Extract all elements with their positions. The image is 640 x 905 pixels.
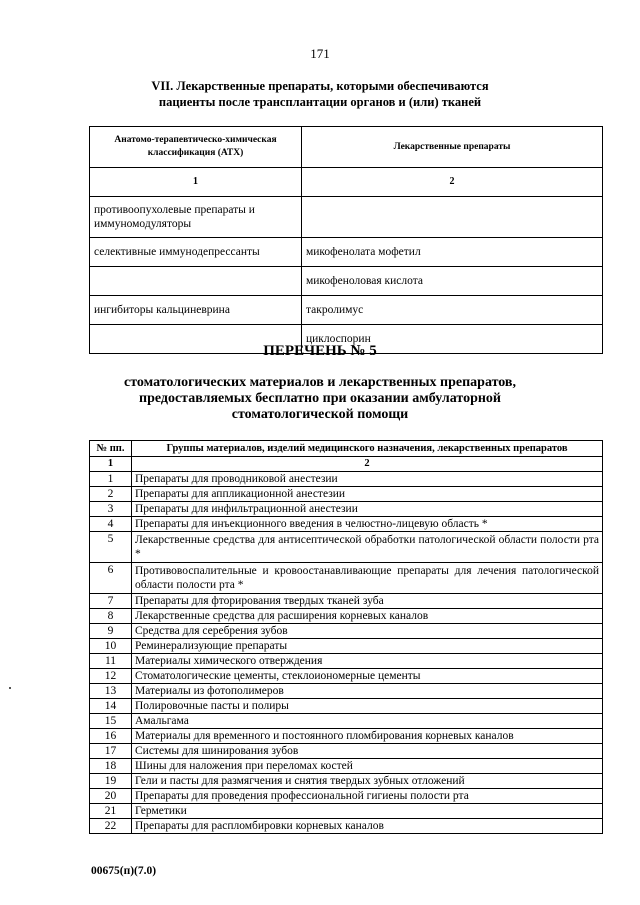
list-subtitle-line-3: стоматологической помощи (231, 407, 409, 422)
row-number: 1 (90, 472, 132, 487)
table-row (90, 639, 603, 654)
row-text: Препараты для инъекционного введения в челюстно-лицевую область * (132, 517, 603, 532)
row-number: 8 (90, 609, 132, 624)
row-text: Препараты для фторирования твердых тканей зуба (132, 594, 603, 609)
table-row (90, 699, 603, 714)
table-row (90, 517, 603, 532)
row-text: Амальгама (132, 714, 603, 729)
row-text: Стоматологические цементы, стеклоиономерные цементы (132, 669, 603, 684)
row-text: Реминерализующие препараты (132, 639, 603, 654)
row-number: 18 (90, 759, 132, 774)
row-number: 16 (90, 729, 132, 744)
table-row (90, 804, 603, 819)
row-number: 2 (90, 487, 132, 502)
table-row (90, 563, 603, 594)
col-number-2: 2 (302, 168, 603, 197)
table-row (90, 819, 603, 834)
page-number: 171 (310, 46, 330, 61)
table-row (90, 789, 603, 804)
row-number: 19 (90, 774, 132, 789)
section-title (60, 78, 580, 110)
row-number: 5 (90, 532, 132, 563)
row-text: Препараты для распломбировки корневых каналов (132, 819, 603, 834)
row-number: 20 (90, 789, 132, 804)
row-number: 22 (90, 819, 132, 834)
col-number-1: 1 (90, 168, 302, 197)
row-text: Препараты для аппликационной анестезии (132, 487, 603, 502)
drug-cell: микофеноловая кислота (302, 267, 603, 296)
drug-cell: такролимус (302, 296, 603, 325)
row-number: 6 (90, 563, 132, 594)
table-row (90, 197, 603, 238)
row-text: Лекарственные средства для расширения корневых каналов (132, 609, 603, 624)
table-row (90, 487, 603, 502)
list-subtitle (80, 375, 560, 423)
row-text: Противовоспалительные и кровоостанавливающие препараты для лечения патологической области полости рта * (132, 563, 603, 594)
row-number: 21 (90, 804, 132, 819)
row-number: 17 (90, 744, 132, 759)
col-number-2: 2 (132, 457, 603, 472)
row-text: Средства для серебрения зубов (132, 624, 603, 639)
row-text: Лекарственные средства для антисептической обработки патологической области полости рта * (132, 532, 603, 563)
row-text: Препараты для проведения профессиональной гигиены полости рта (132, 789, 603, 804)
footer-code: 00675(п)(7.0) (91, 865, 157, 877)
header-number: № пп. (90, 441, 132, 457)
table-row (90, 654, 603, 669)
drug-cell: микофенолата мофетил (302, 238, 603, 267)
atx-cell: селективные иммунодепрессанты (90, 238, 302, 267)
atx-cell (90, 267, 302, 296)
list-title: ПЕРЕЧЕНЬ № 5 (263, 343, 377, 359)
row-text: Материалы для временного и постоянного пломбирования корневых каналов (132, 729, 603, 744)
table-row (90, 609, 603, 624)
row-number: 10 (90, 639, 132, 654)
list-subtitle-line-2: предоставляемых бесплатно при оказании амбулаторной (139, 391, 501, 406)
table-row (90, 714, 603, 729)
table-row (90, 684, 603, 699)
drug-cell (302, 197, 603, 238)
table-row (90, 502, 603, 517)
row-number: 4 (90, 517, 132, 532)
section-title-line-1: VII. Лекарственные препараты, которыми обеспечиваются (151, 79, 489, 93)
row-text: Препараты для проводниковой анестезии (132, 472, 603, 487)
row-text: Системы для шинирования зубов (132, 744, 603, 759)
table-row (90, 594, 603, 609)
table-row (90, 729, 603, 744)
table-row (90, 296, 603, 325)
table-row (90, 759, 603, 774)
scan-mark (9, 687, 11, 689)
row-number: 9 (90, 624, 132, 639)
table-row (90, 238, 603, 267)
header-group: Группы материалов, изделий медицинского назначения, лекарственных препаратов (132, 441, 603, 457)
row-text: Полировочные пасты и полиры (132, 699, 603, 714)
row-number: 11 (90, 654, 132, 669)
list-subtitle-line-1: стоматологических материалов и лекарственных препаратов, (123, 375, 516, 390)
row-number: 15 (90, 714, 132, 729)
table-row (90, 624, 603, 639)
row-number: 14 (90, 699, 132, 714)
drug-cell: циклоспорин (302, 325, 603, 354)
table-row (90, 669, 603, 684)
row-number: 12 (90, 669, 132, 684)
row-number: 13 (90, 684, 132, 699)
atx-cell: ингибиторы кальциневрина (90, 296, 302, 325)
header-atx: Анатомо-терапевтическо-химическая классификация (АТХ) (90, 127, 302, 168)
row-text: Материалы химического отверждения (132, 654, 603, 669)
row-text: Шины для наложения при переломах костей (132, 759, 603, 774)
section-title-line-2: пациенты после трансплантации органов и (или) тканей (158, 95, 482, 109)
table-row (90, 532, 603, 563)
row-number: 3 (90, 502, 132, 517)
row-number: 7 (90, 594, 132, 609)
dental-materials-table (89, 440, 603, 834)
transplant-drugs-table (89, 126, 603, 354)
header-drugs: Лекарственные препараты (302, 127, 603, 168)
table-row (90, 472, 603, 487)
table-row (90, 744, 603, 759)
col-number-1: 1 (90, 457, 132, 472)
atx-cell: противоопухолевые препараты и иммуномодуляторы (90, 197, 302, 238)
row-text: Материалы из фотополимеров (132, 684, 603, 699)
table-row (90, 267, 603, 296)
row-text: Гели и пасты для размягчения и снятия твердых зубных отложений (132, 774, 603, 789)
table-row (90, 774, 603, 789)
row-text: Препараты для инфильтрационной анестезии (132, 502, 603, 517)
row-text: Герметики (132, 804, 603, 819)
